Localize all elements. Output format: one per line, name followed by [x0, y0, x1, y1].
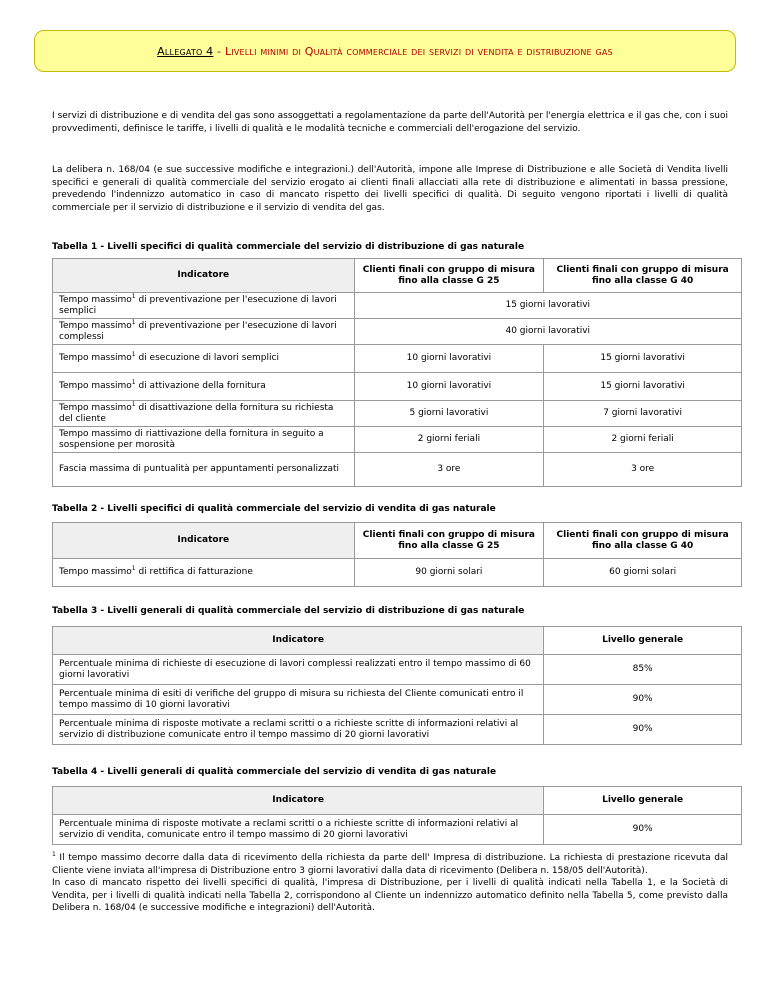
- table1-header-indicatore: Indicatore: [53, 259, 355, 293]
- row-value-g40: 60 giorni solari: [544, 559, 742, 587]
- table1-caption: Tabella 1 - Livelli specifici di qualità commerciale del servizio di distribuzione di gas naturale: [52, 242, 525, 252]
- table-row: [53, 559, 742, 587]
- row-value-g40: 7 giorni lavorativi: [544, 401, 742, 427]
- footnote-text-1: Il tempo massimo decorre dalla data di ricevimento della richiesta da parte dell' Impresa di distribuzione. La richiesta di prestazione ricevuta dal Cliente viene inviata all'impresa di Distribuzione entro 3 giorni lavorativi dalla data di ricevimento (Delibera n. 158/05 dell'Autorità).: [52, 853, 728, 876]
- page-title: [157, 45, 613, 58]
- row-label: Percentuale minima di risposte motivate a reclami scritti o a richieste scritte di informazioni relativi al servizio di vendita, comunicate entro il tempo massimo di 20 giorni lavorativi: [53, 815, 544, 845]
- table2-caption: Tabella 2 - Livelli specifici di qualità commerciale del servizio di vendita di gas naturale: [52, 504, 496, 514]
- table4-caption: Tabella 4 - Livelli generali di qualità commerciale del servizio di vendita di gas naturale: [52, 767, 497, 777]
- footnote-text-2: In caso di mancato rispetto dei livelli specifici di qualità, l'impresa di Distribuzione, per i livelli di qualità indicati nella Tabella 1, e la Società di Vendita, per i livelli di qualità indicati nella Tabella 2, corrispondono al Cliente un indennizzo automatico definito nella Tabella 5, come previsto dalla Delibera n. 168/04 (e successive modifiche e integrazioni) dell'Autorità.: [52, 878, 728, 913]
- row-value-g40: 3 ore: [544, 453, 742, 487]
- footnote: [52, 852, 728, 915]
- table2-header-indicatore: Indicatore: [53, 523, 355, 559]
- intro-paragraph-2: La delibera n. 168/04 (e sue successive modifiche e integrazioni.) dell'Autorità, impone alle Imprese di Distribuzione e alle Società di Vendita livelli specifici e generali di qualità commerciale del servizio erogato ai clienti finali allacciati alla rete di distribuzione e alimentati in bassa pressione, prevedendo l'indennizzo automatico in caso di mancato rispetto dei livelli specifici di qualità. Di seguito vengono riportati i livelli di qualità commerciale per il servizio di distribuzione e il servizio di vendita del gas.: [52, 165, 728, 213]
- row-label: Tempo massimo$^1$ di preventivazione per l'esecuzione di lavori complessi: [53, 319, 355, 345]
- table4-header-livello: Livello generale: [544, 787, 742, 815]
- footnote-1: [52, 852, 728, 877]
- row-label: Tempo massimo$^1$ di attivazione della fornitura: [53, 373, 355, 401]
- table2-header-g40: Clienti finali con gruppo di misura fino alla classe G 40: [544, 523, 742, 559]
- row-value-g25: 2 giorni feriali: [354, 427, 544, 453]
- table-row: [53, 319, 742, 345]
- row-value-g25: 5 giorni lavorativi: [354, 401, 544, 427]
- row-label: Tempo massimo di riattivazione della fornitura in seguito a sospensione per morosità: [53, 427, 355, 453]
- row-value: 90%: [544, 685, 742, 715]
- table1-header-g40: Clienti finali con gruppo di misura fino alla classe G 40: [544, 259, 742, 293]
- table-row: [53, 345, 742, 373]
- row-value-g40: 15 giorni lavorativi: [544, 373, 742, 401]
- table-row: [53, 685, 742, 715]
- row-value-g40: 2 giorni feriali: [544, 427, 742, 453]
- table4-header-indicatore: Indicatore: [53, 787, 544, 815]
- table-row: [53, 401, 742, 427]
- row-value-g25: 3 ore: [354, 453, 544, 487]
- table3-header-indicatore: Indicatore: [53, 627, 544, 655]
- table2-header-g25: Clienti finali con gruppo di misura fino alla classe G 25: [354, 523, 544, 559]
- row-label: Tempo massimo$^1$ di rettifica di fatturazione: [53, 559, 355, 587]
- row-label: Tempo massimo$^1$ di disattivazione della fornitura su richiesta del cliente: [53, 401, 355, 427]
- row-value: 90%: [544, 715, 742, 745]
- table2: [52, 522, 742, 587]
- title-rest: - Livelli minimi di Qualità commerciale dei servizi di vendita e distribuzione gas: [213, 44, 613, 58]
- row-value-merged: 40 giorni lavorativi: [354, 319, 741, 345]
- table-row: [53, 427, 742, 453]
- table-row: [53, 453, 742, 487]
- table1: [52, 258, 742, 487]
- row-label: Percentuale minima di risposte motivate a reclami scritti o a richieste scritte di informazioni relativi al servizio di distribuzione comunicate entro il tempo massimo di 20 giorni lavorativi: [53, 715, 544, 745]
- table-row: [53, 815, 742, 845]
- row-label: Fascia massima di puntualità per appuntamenti personalizzati: [53, 453, 355, 487]
- footnote-mark: 1: [52, 851, 56, 858]
- table3: [52, 626, 742, 745]
- row-value-merged: 15 giorni lavorativi: [354, 293, 741, 319]
- table3-caption: Tabella 3 - Livelli generali di qualità commerciale del servizio di distribuzione di gas naturale: [52, 606, 525, 616]
- row-label: Tempo massimo$^1$ di preventivazione per l'esecuzione di lavori semplici: [53, 293, 355, 319]
- table-row: [53, 655, 742, 685]
- row-value-g40: 15 giorni lavorativi: [544, 345, 742, 373]
- row-value: 90%: [544, 815, 742, 845]
- intro-paragraph-1: I servizi di distribuzione e di vendita del gas sono assoggettati a regolamentazione da parte dell'Autorità per l'energia elettrica e il gas che, con i suoi provvedimenti, definisce le tariffe, i livelli di qualità e le modalità tecniche e commerciali dell'erogazione del servizio.: [52, 111, 728, 134]
- table1-header-g25: Clienti finali con gruppo di misura fino alla classe G 25: [354, 259, 544, 293]
- table-row: [53, 373, 742, 401]
- title-banner: [34, 30, 736, 72]
- row-label: Tempo massimo$^1$ di esecuzione di lavori semplici: [53, 345, 355, 373]
- table-row: [53, 293, 742, 319]
- table3-header-livello: Livello generale: [544, 627, 742, 655]
- row-value-g25: 10 giorni lavorativi: [354, 373, 544, 401]
- row-value-g25: 10 giorni lavorativi: [354, 345, 544, 373]
- table4: [52, 786, 742, 845]
- row-value: 85%: [544, 655, 742, 685]
- row-label: Percentuale minima di richieste di esecuzione di lavori complessi realizzati entro il tempo massimo di 60 giorni lavorativi: [53, 655, 544, 685]
- title-allegato: Allegato 4: [157, 44, 214, 58]
- row-value-g25: 90 giorni solari: [354, 559, 544, 587]
- row-label: Percentuale minima di esiti di verifiche del gruppo di misura su richiesta del Cliente comunicati entro il tempo massimo di 10 giorni lavorativi: [53, 685, 544, 715]
- table-row: [53, 715, 742, 745]
